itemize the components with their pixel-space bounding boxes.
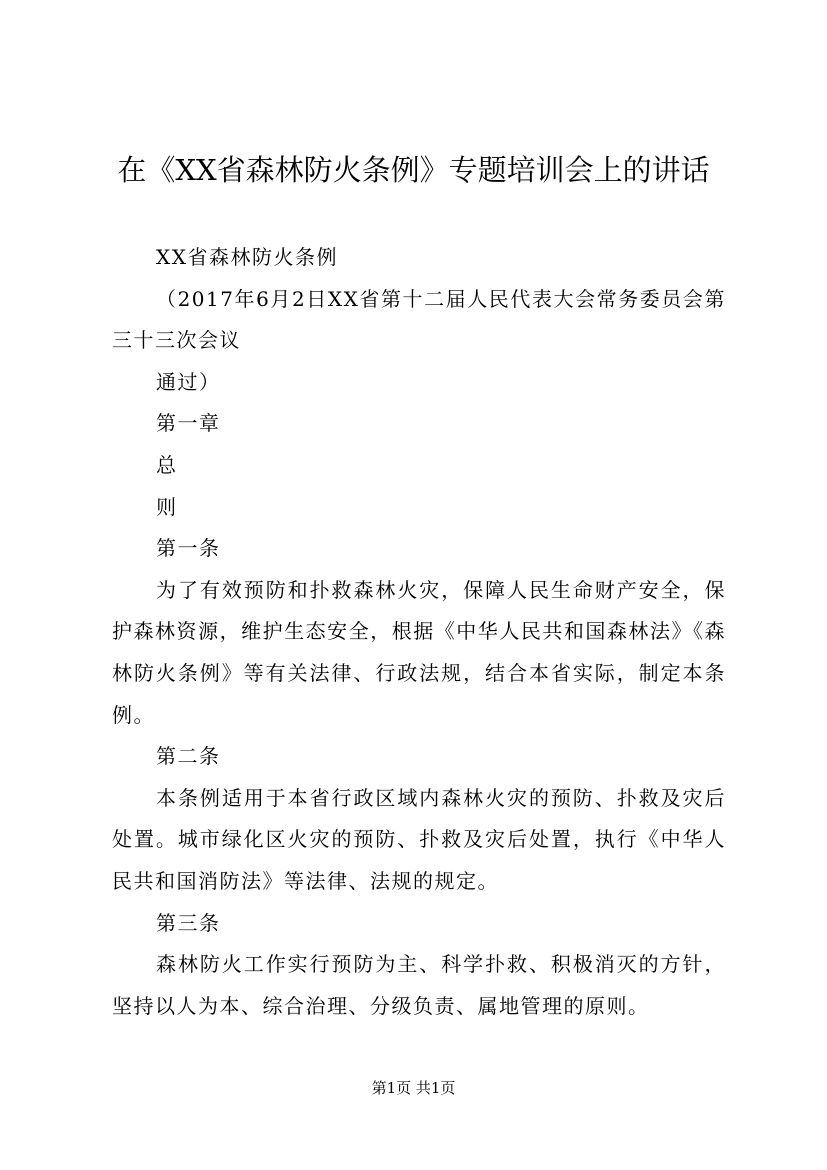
article-2-heading: 第二条: [156, 744, 221, 769]
chapter-title-part-2: 则: [156, 494, 178, 519]
chapter-heading: 第一章: [156, 411, 221, 436]
article-2-text: 本条例适用于本省行政区域内森林火灾的预防、扑救及灾后处置。城市绿化区火灾的预防、扑救及灾后处置，执行《中华人民共和国消防法》等法律、法规的规定。: [112, 785, 726, 893]
article-1-heading: 第一条: [156, 536, 221, 561]
chapter-title-part-1: 总: [156, 452, 178, 477]
adoption-note: （2017年6月2日XX省第十二届人民代表大会常务委员会第三十三次会议: [112, 286, 726, 353]
article-1-text: 为了有效预防和扑救森林火灾，保障人民生命财产安全，保护森林资源，维护生态安全，根据《中华人民共和国森林法》《森林防火条例》等有关法律、行政法规，结合本省实际，制定本条例。: [112, 577, 726, 727]
article-3-text: 森林防火工作实行预防为主、科学扑救、积极消灭的方针，坚持以人为本、综合治理、分级负责、属地管理的原则。: [112, 952, 726, 1018]
regulation-name: XX省森林防火条例: [156, 245, 338, 269]
article-3-heading: 第三条: [156, 910, 221, 935]
document-title: 在《XX省森林防火条例》专题培训会上的讲话: [117, 153, 710, 187]
document-body: [112, 237, 726, 1027]
page-footer: 第1页 共1页: [371, 1079, 456, 1097]
adoption-note-end: 通过）: [156, 369, 221, 394]
